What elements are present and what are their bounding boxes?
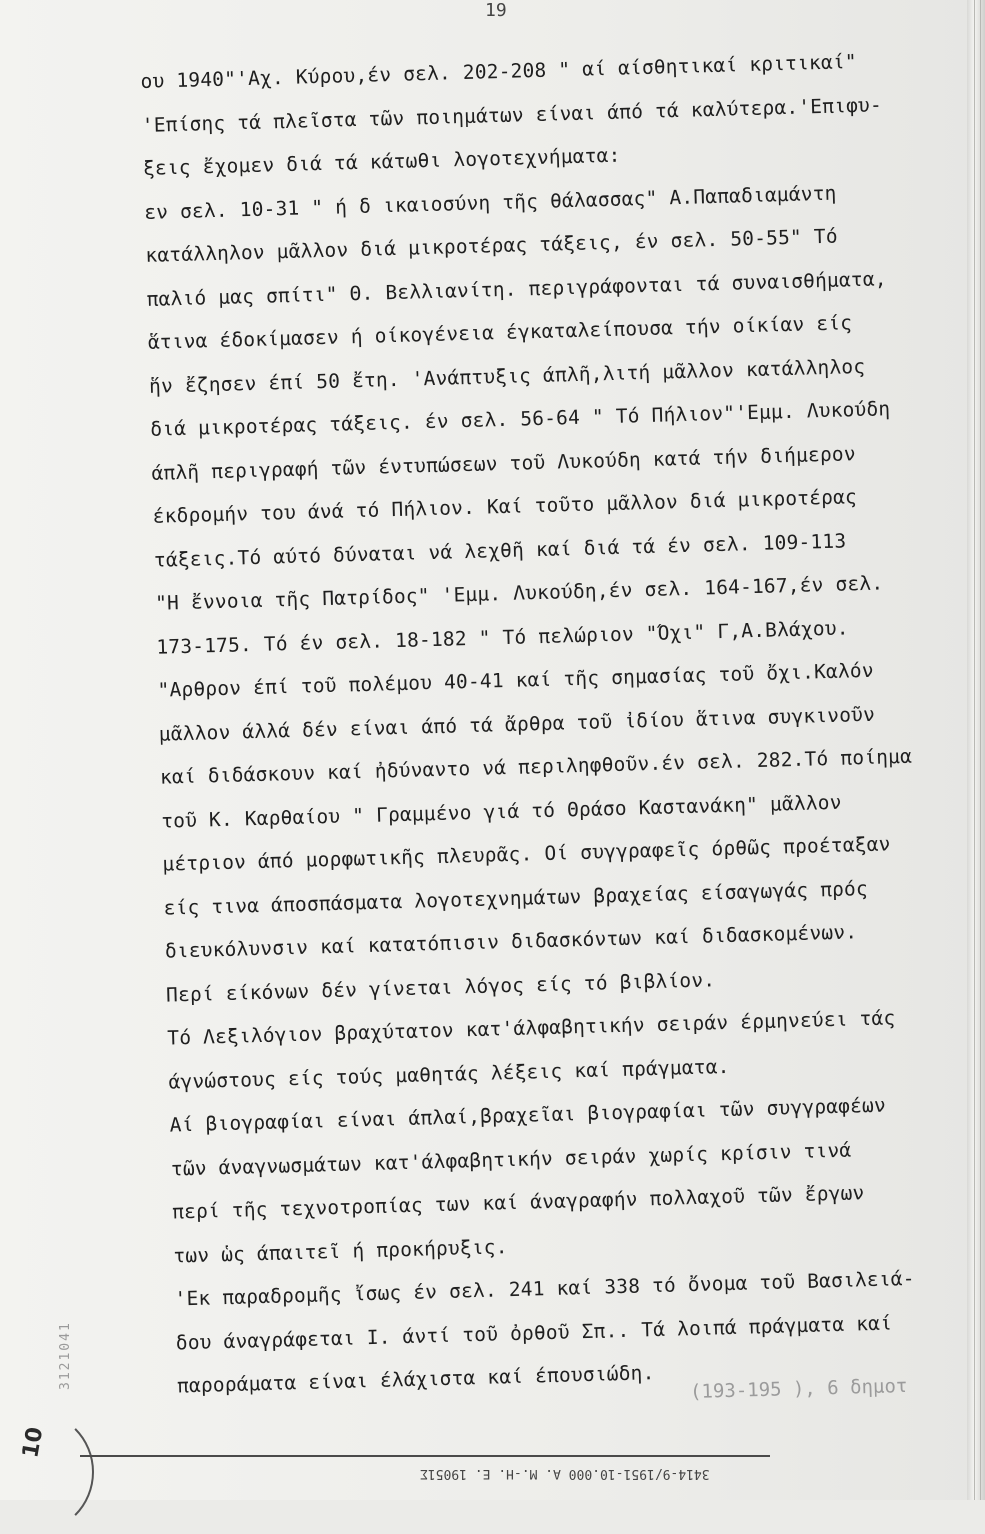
binding-edge <box>967 0 985 1500</box>
binding-line <box>974 0 975 1500</box>
text-line: ξεις ἔχομεν διά τά κάτωθι λογοτεχνήματα: <box>142 143 621 180</box>
text-line: άπλῆ περιγραφή τῶν έντυπώσεων τοῦ Λυκούδη κατά τήν διήμερον <box>151 441 857 485</box>
margin-stamp-number: 3121041 <box>58 1321 73 1390</box>
text-line: μέτριον άπό μορφωτικῆς πλευρᾶς. Οί συγγραφεῖς όρθῶς προέταξαν <box>162 832 891 876</box>
text-line: άγνώστους είς τούς μαθητάς λέξεις καί πράγματα. <box>168 1054 730 1094</box>
text-line: Αί βιογραφίαι είναι άπλαί,βραχεῖαι βιογραφίαι τῶν συγγραφέων <box>169 1093 887 1137</box>
bleed-through-text: (193-195 ), 6 δημοτ <box>689 1374 908 1404</box>
text-line: ἅτινα έδοκίμασεν ή οίκογένεια έγκαταλείπουσα τήν οίκίαν είς <box>147 311 853 354</box>
text-line: εν σελ. 10-31 " ή δ ικαιοσύνη τῆς θάλασσας" Α.Παπαδιαμάντη <box>143 181 837 224</box>
text-line: 'Εκ παραδρομῆς ἴσως έν σελ. 241 καί 338 τό ὄνομα τοῦ Βασιλειά- <box>174 1266 915 1311</box>
text-line: 173-175. Τό έν σελ. 18-182 " Τό πελώριον "Όχι" Γ,Α.Βλάχου. <box>156 615 849 659</box>
text-line: δου άναγράφεται Ι. άντί τοῦ ὀρθοῦ Σπ.. Τά λοιπά πράγματα καί <box>175 1311 893 1354</box>
top-page-mark: 19 <box>485 0 507 21</box>
footer-rule <box>80 1455 770 1457</box>
text-line: περί τῆς τεχνοτροπίας των καί άναγραφήν πολλαχοῦ τῶν ἔργων <box>171 1181 865 1224</box>
text-line: διά μικροτέρας τάξεις. έν σελ. 56-64 " Τό Πήλιον"'Εμμ. Λυκούδη <box>149 397 891 441</box>
text-line: τάξεις.Τό αύτό δύναται νά λεχθῆ καί διά τά έν σελ. 109-113 <box>153 528 847 572</box>
printer-footer: 3414-9/1951-10.000 Α. Μ.-Η. Ε. 19051Σ <box>420 1466 710 1481</box>
text-line: διευκόλυνσιν καί κατατόπισιν διδασκόντων καί διδασκομένων. <box>164 920 858 963</box>
typewritten-text-block <box>140 37 985 1408</box>
text-line: καί διδάσκουν καί ἠδύναντο νά περιληφθοῦν.έν σελ. 282.Τό ποίημα <box>159 744 913 789</box>
text-line: "Η ἔννοια τῆς Πατρίδος" 'Εμμ. Λυκούδη,έν σελ. 164-167,έν σελ. <box>154 571 884 615</box>
text-line: των ὡς άπαιτεῖ ή προκήρυξις. <box>173 1234 508 1268</box>
text-line: ἥν ἔζησεν έπί 50 ἔτη. 'Ανάπτυξις άπλῆ,λιτή μᾶλλον κατάλληλος <box>148 354 866 398</box>
text-line: Περί είκόνων δέν γίνεται λόγος είς τό βιβλίον. <box>165 967 716 1007</box>
text-line: είς τινα άποσπάσματα λογοτεχνημάτων βραχείας είσαγωγάς πρός <box>163 876 869 920</box>
text-line: "Αρθρον έπί τοῦ πολέμου 40-41 καί τῆς σημασίας τοῦ ὄχι.Καλόν <box>157 658 875 702</box>
text-line: τῶν άναγνωσμάτων κατ'άλφαβητικήν σειράν χωρίς κρίσιν τινά <box>170 1138 852 1181</box>
page-number: 10 <box>18 1425 49 1460</box>
text-line: παροράματα είναι έλάχιστα καί έπουσιώδη. <box>176 1361 655 1398</box>
text-line: τοῦ Κ. Καρθαίου " Γραμμένο γιά τό Θράσο Καστανάκη" μᾶλλον <box>160 790 842 833</box>
text-line: 'Επίσης τά πλεῖστα τῶν ποιημάτων είναι άπό τά καλύτερα.'Επιφυ- <box>141 92 883 137</box>
text-line: έκδρομήν του άνά τό Πήλιον. Καί τοῦτο μᾶλλον διά μικροτέρας <box>152 485 858 528</box>
text-line: παλιό μας σπίτι" Θ. Βελλιανίτη. περιγράφονται τά συναισθήματα, <box>146 266 887 311</box>
binding-line <box>980 0 981 1500</box>
text-line: Τό Λεξιλόγιον βραχύτατον κατ'άλφαβητικήν σειράν έρμηνεύει τάς <box>167 1006 896 1050</box>
text-line: κατάλληλον μᾶλλον διά μικροτέρας τάξεις, έν σελ. 50-55" Τό <box>145 224 839 267</box>
text-line: μᾶλλον άλλά δέν είναι άπό τά ἄρθρα τοῦ ἰδίου ἅτινα συγκινοῦν <box>158 702 876 746</box>
text-line: ου 1940"'Αχ. Κύρου,έν σελ. 202-208 " αί αίσθητικαί κριτικαί" <box>140 49 858 93</box>
